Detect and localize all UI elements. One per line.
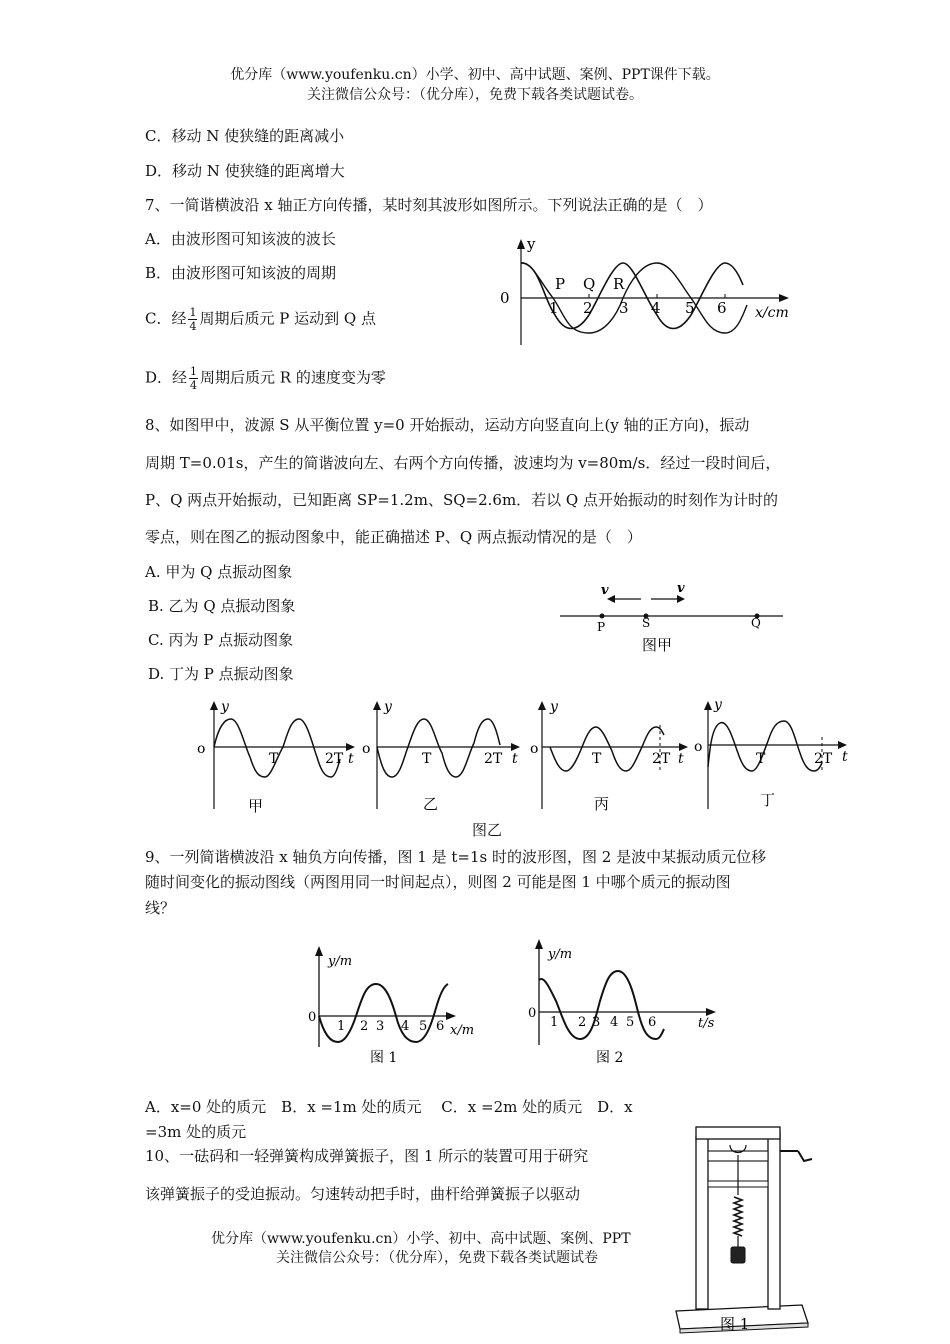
q7-tick-labels bbox=[549, 299, 727, 317]
apparatus-right-post bbox=[768, 1133, 780, 1309]
panel-name: 甲 bbox=[248, 797, 264, 815]
panel-axis-label: t bbox=[842, 749, 848, 765]
panel-origin-label: o bbox=[694, 739, 703, 755]
q7-wave-curve bbox=[521, 263, 743, 329]
q7-option-d-prefix: D．经 bbox=[145, 368, 188, 387]
panel-2t-label: 2T bbox=[652, 751, 671, 767]
q9-line-1: 9、一列简谐横波沿 x 轴负方向传播，图 1 是 t=1s 时的波形图，图 2 是波中某振动质元位移 bbox=[145, 848, 767, 866]
fig1-y-label: y/m bbox=[328, 954, 353, 969]
q7-origin-label: 0 bbox=[500, 289, 510, 307]
header-line-1: 优分库（www.youfenku.cn）小学、初中、高中试题、案例、PPT课件下载。 bbox=[230, 67, 720, 83]
q8-line-4: 零点，则在图乙的振动图象中，能正确描述 P、Q 两点振动情况的是（ ） bbox=[145, 528, 642, 546]
fraction-numerator: 1 bbox=[190, 365, 198, 378]
panel-name: 乙 bbox=[423, 795, 439, 813]
q8-panel-jia bbox=[195, 697, 355, 822]
x-axis-arrow bbox=[779, 294, 789, 302]
apparatus-top-bar bbox=[696, 1127, 780, 1139]
tick-6: 6 bbox=[648, 1015, 657, 1030]
q7-stem: 7、一简谐横波沿 x 轴正方向传播，某时刻其波形如图所示。下列说法正确的是（ ） bbox=[145, 196, 713, 214]
q9-line-2: 随时间变化的振动图线（两图用同一时间起点），则图 2 可能是图 1 中哪个质元的振动图 bbox=[145, 873, 731, 891]
panel-t-label: T bbox=[422, 751, 432, 767]
q8-line-1: 8、如图甲中，波源 S 从平衡位置 y=0 开始振动，运动方向竖直向上(y 轴的正方向)，振动 bbox=[145, 416, 750, 434]
q7-wave-figure bbox=[495, 235, 795, 350]
q8-option-d: D. 丁为 P 点振动图象 bbox=[148, 665, 294, 683]
panel-axis-label: t bbox=[678, 751, 684, 767]
header-line-2: 关注微信公众号：（优分库），免费下载各类试题试卷。 bbox=[307, 87, 643, 103]
q7-option-a: A．由波形图可知该波的波长 bbox=[145, 230, 336, 248]
q8-option-b: B. 乙为 Q 点振动图象 bbox=[148, 597, 296, 615]
q7-option-c-prefix: C．经 bbox=[145, 309, 187, 328]
panel-y-label: y bbox=[550, 699, 558, 715]
fig2-x-label: t/s bbox=[698, 1016, 715, 1031]
q8-panel-bing bbox=[528, 697, 693, 822]
fig2-origin: 0 bbox=[528, 1006, 537, 1021]
footer-line-1: 优分库（www.youfenku.cn）小学、初中、高中试题、案例、PPT bbox=[211, 1231, 631, 1247]
q9-options-line-1: A．x=0 处的质元 B．x =1m 处的质元 C．x =2m 处的质元 D．x bbox=[145, 1098, 633, 1116]
q6-option-d: D．移动 N 使狭缝的距离增大 bbox=[145, 162, 345, 180]
tick-1: 1 bbox=[549, 299, 559, 317]
q7-option-d bbox=[145, 365, 386, 392]
tick-2: 2 bbox=[578, 1015, 587, 1030]
tick-3: 3 bbox=[619, 299, 629, 317]
tick-4: 4 bbox=[610, 1015, 619, 1030]
panel-y-label: y bbox=[714, 697, 722, 713]
footer-line-2: 关注微信公众号：（优分库），免费下载各类试题试卷 bbox=[276, 1250, 598, 1266]
fig1-x-label: x/m bbox=[450, 1023, 475, 1038]
q9-figure-1 bbox=[300, 942, 490, 1070]
q8-figure-jia bbox=[555, 575, 790, 655]
panel-y-label: y bbox=[384, 699, 392, 715]
point-q: Q bbox=[583, 275, 596, 293]
q8-option-c: C. 丙为 P 点振动图象 bbox=[148, 631, 294, 649]
point-r: R bbox=[613, 275, 625, 293]
q9-options-line-2: =3m 处的质元 bbox=[145, 1123, 247, 1141]
q9-line-3: 线？ bbox=[145, 899, 176, 917]
panel-origin-label: o bbox=[530, 741, 539, 757]
panel-2t-label: 2T bbox=[814, 751, 833, 767]
q9-figure-2 bbox=[520, 935, 720, 1070]
panel-axis-label: t bbox=[348, 751, 354, 767]
fig2-caption: 图 2 bbox=[596, 1050, 624, 1066]
q8-line-2: 周期 T=0.01s，产生的简谐波向左、右两个方向传播，波速均为 v=80m/s．经过一段时间后， bbox=[145, 454, 781, 472]
q7-point-labels bbox=[555, 275, 625, 293]
fig1-origin: 0 bbox=[308, 1010, 317, 1025]
fig-jia-caption: 图甲 bbox=[642, 636, 673, 654]
s-label: S bbox=[642, 616, 651, 630]
q10-line-2: 该弹簧振子的受迫振动。匀速转动把手时，曲杆给弹簧振子以驱动 bbox=[145, 1185, 581, 1203]
tick-3: 3 bbox=[376, 1019, 385, 1034]
tick-6: 6 bbox=[717, 299, 727, 317]
fraction-denominator: 4 bbox=[190, 379, 198, 392]
tick-1: 1 bbox=[337, 1019, 346, 1034]
spring-coil bbox=[734, 1197, 742, 1236]
y-axis-arrow bbox=[517, 239, 525, 249]
panel-t-label: T bbox=[756, 751, 766, 767]
q8-panel-ding bbox=[692, 697, 857, 822]
tick-1: 1 bbox=[550, 1015, 559, 1030]
q7-option-c-suffix: 周期后质元 P 运动到 Q 点 bbox=[199, 309, 376, 328]
panel-name: 丁 bbox=[760, 791, 776, 809]
panel-t-label: T bbox=[269, 751, 279, 767]
tick-5: 5 bbox=[626, 1015, 635, 1030]
tick-4: 4 bbox=[401, 1019, 410, 1034]
panel-axis-label: t bbox=[512, 751, 518, 767]
apparatus-left-post bbox=[696, 1137, 708, 1309]
q6-option-c: C．移动 N 使狭缝的距离减小 bbox=[145, 127, 345, 145]
q-label: Q bbox=[751, 616, 761, 630]
weight-block bbox=[731, 1247, 745, 1263]
p-label: P bbox=[597, 620, 606, 634]
tick-4: 4 bbox=[651, 299, 661, 317]
q7-option-b: B．由波形图可知该波的周期 bbox=[145, 264, 337, 282]
crank-handle bbox=[798, 1151, 812, 1161]
tick-2: 2 bbox=[360, 1019, 369, 1034]
q10-line-1: 10、一砝码和一轻弹簧构成弹簧振子，图 1 所示的装置可用于研究 bbox=[145, 1147, 589, 1165]
q7-option-d-fraction bbox=[189, 365, 198, 392]
panel-2t-label: 2T bbox=[325, 751, 344, 767]
v-right-label: v bbox=[677, 581, 685, 596]
q7-y-label: y bbox=[527, 235, 536, 253]
q10-figure-caption: 图 1 bbox=[720, 1315, 750, 1333]
q7-option-d-suffix: 周期后质元 R 的速度变为零 bbox=[200, 368, 386, 387]
panel-origin-label: o bbox=[197, 741, 206, 757]
panel-origin-label: o bbox=[362, 741, 371, 757]
tick-3: 3 bbox=[592, 1015, 601, 1030]
fig1-caption: 图 1 bbox=[370, 1050, 398, 1066]
panel-y-label: y bbox=[221, 699, 229, 715]
panel-name: 丙 bbox=[594, 795, 610, 813]
q8-panel-yi bbox=[360, 697, 525, 822]
tick-6: 6 bbox=[436, 1019, 445, 1034]
fraction-denominator: 4 bbox=[189, 320, 197, 333]
tick-2: 2 bbox=[583, 299, 593, 317]
tick-5: 5 bbox=[685, 299, 695, 317]
q7-tick-marks bbox=[589, 294, 725, 298]
fig-yi-caption: 图乙 bbox=[472, 821, 503, 839]
q8-option-a: A. 甲为 Q 点振动图象 bbox=[145, 563, 293, 581]
q7-option-c-fraction bbox=[188, 306, 197, 333]
panel-t-label: T bbox=[592, 751, 602, 767]
v-left-label: v bbox=[601, 583, 609, 598]
panel-2t-label: 2T bbox=[484, 751, 503, 767]
q10-apparatus-figure bbox=[670, 1115, 820, 1340]
right-arrow-head bbox=[677, 595, 685, 603]
point-p-dot bbox=[600, 614, 605, 619]
fraction-numerator: 1 bbox=[189, 306, 197, 319]
point-p: P bbox=[555, 275, 566, 293]
q7-x-label: x/cm bbox=[755, 305, 789, 321]
q8-line-3: P、Q 两点开始振动，已知距离 SP=1.2m、SQ=2.6m．若以 Q 点开始振动的时刻作为计时的 bbox=[145, 491, 778, 509]
fig2-y-label: y/m bbox=[548, 947, 573, 962]
q7-option-c bbox=[145, 306, 376, 333]
tick-5: 5 bbox=[419, 1019, 428, 1034]
